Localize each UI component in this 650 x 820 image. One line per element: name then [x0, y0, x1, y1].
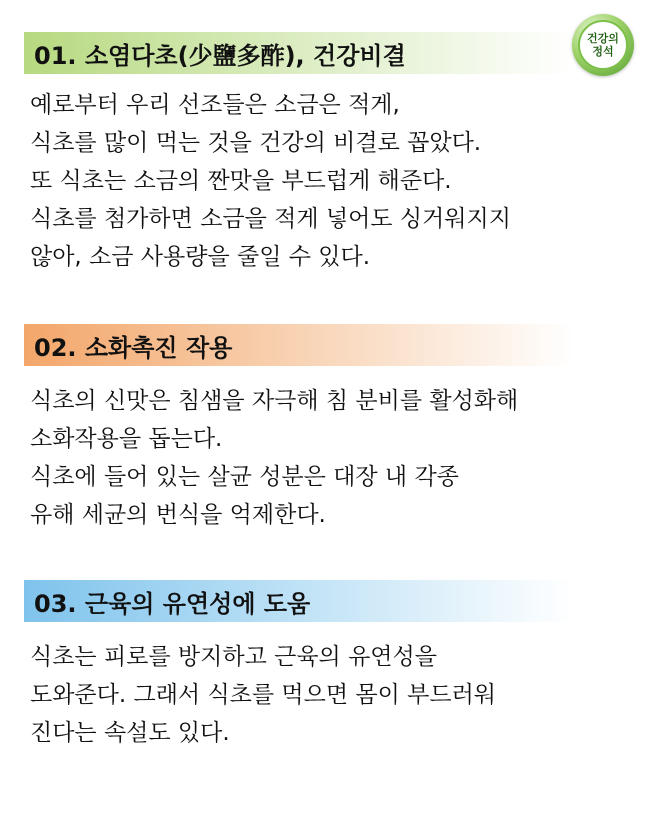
section-2-line: 유해 세균의 번식을 억제한다.: [30, 502, 326, 528]
section-2-title: 02. 소화촉진 작용: [34, 333, 233, 362]
section-3-body: [30, 638, 630, 752]
section-3-header: [24, 580, 574, 622]
section-1-line: 식초를 많이 먹는 것을 건강의 비결로 꼽았다.: [30, 130, 482, 156]
section-3-title: 03. 근육의 유연성에 도움: [34, 589, 311, 618]
section-2-header: [24, 324, 574, 366]
brand-badge-inner: [578, 20, 628, 70]
section-1-header: [24, 32, 574, 74]
section-1-line: 예로부터 우리 선조들은 소금은 적게,: [30, 92, 400, 118]
section-3-line: 진다는 속설도 있다.: [30, 720, 230, 746]
badge-text-line2: 정석: [592, 45, 614, 58]
section-2-body: [30, 382, 630, 534]
section-1-line: 않아, 소금 사용량을 줄일 수 있다.: [30, 244, 371, 270]
section-2-line: 식초의 신맛은 침샘을 자극해 침 분비를 활성화해: [30, 388, 519, 414]
section-2-line: 소화작용을 돕는다.: [30, 426, 223, 452]
section-2-line: 식초에 들어 있는 살균 성분은 대장 내 각종: [30, 464, 459, 490]
section-3-line: 도와준다. 그래서 식초를 먹으면 몸이 부드러워: [30, 682, 497, 708]
section-3-line: 식초는 피로를 방지하고 근육의 유연성을: [30, 644, 437, 670]
section-1-title: 01. 소염다초(少鹽多酢), 건강비결: [34, 41, 406, 70]
section-1-line: 식초를 첨가하면 소금을 적게 넣어도 싱거워지지: [30, 206, 511, 232]
section-1-body: [30, 86, 630, 276]
brand-badge-logo: [572, 14, 634, 76]
section-1-line: 또 식초는 소금의 짠맛을 부드럽게 해준다.: [30, 168, 452, 194]
badge-text-line1: 건강의: [587, 32, 619, 45]
